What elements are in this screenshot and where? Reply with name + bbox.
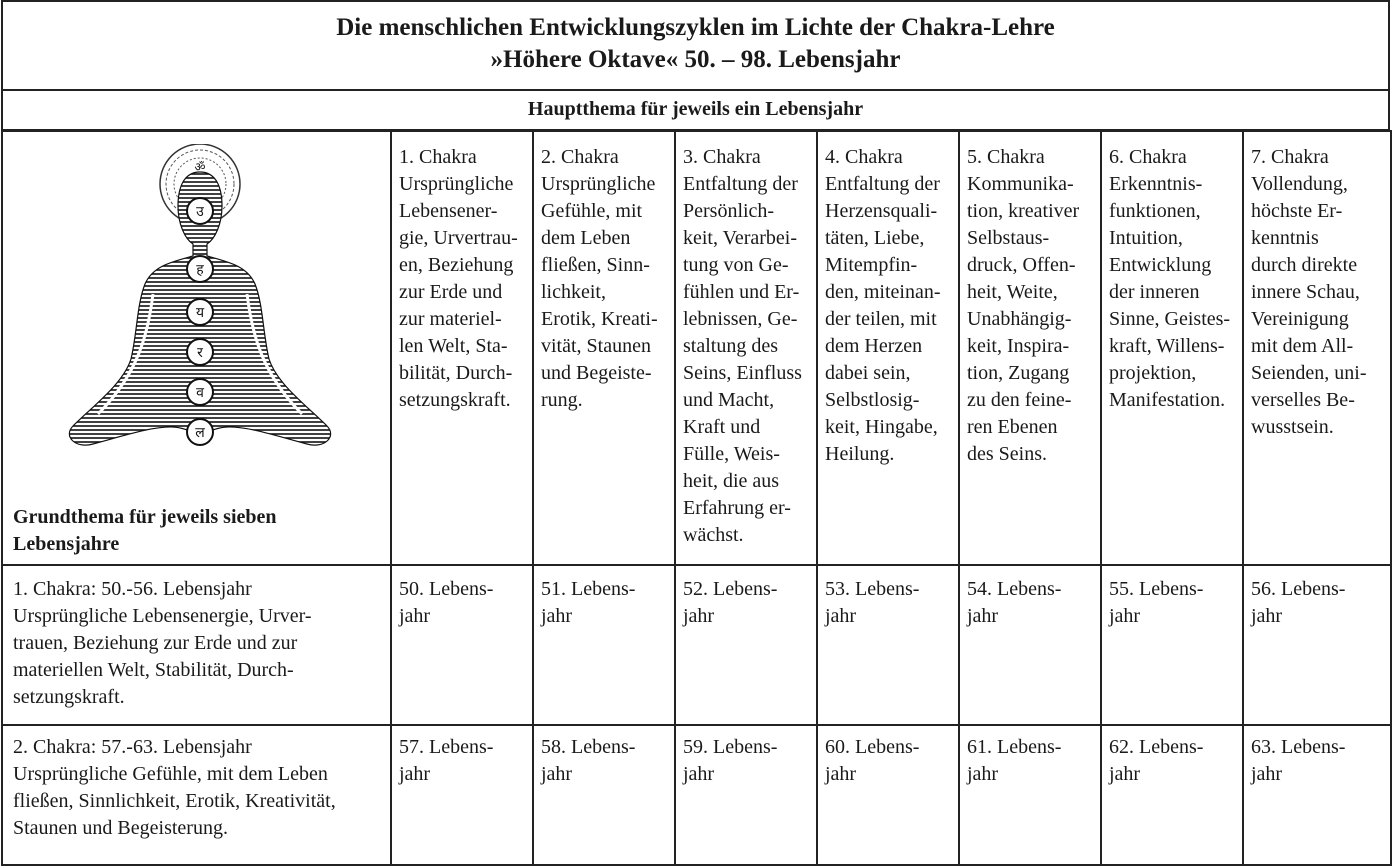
chakra-table: [1, 130, 1392, 866]
column-header-chakra-3: 3. Chakra Entfaltung der Persönlich- keit, Verarbei- tung von Ge- fühlen und Er- lebnissen, Ge- staltung des Seins, Einfluss und Macht, Kraft und Fülle, Weis- heit, die aus Erfahrung er- wächst.: [675, 131, 817, 565]
chakra-7-symbol: ॐ: [194, 160, 206, 174]
row-label-chakra-1: 1. Chakra: 50.-56. Lebensjahr Ursprüngliche Lebensenergie, Urver- trauen, Beziehung zur Erde und zur materiellen Welt, Stabilität, Durch- setzungskraft.: [2, 565, 391, 725]
column-header-chakra-1: 1. Chakra Ursprüngliche Lebensener- gie, Urvertrau- en, Beziehung zur Erde und zur materiel- len Welt, Sta- bilität, Durch- setzungskraft.: [391, 131, 533, 565]
year-cell: 58. Lebens- jahr: [533, 725, 675, 865]
title-box: [1, 0, 1390, 91]
year-cell: 59. Lebens- jahr: [675, 725, 817, 865]
year-cell: 63. Lebens- jahr: [1243, 725, 1391, 865]
year-cell: 55. Lebens- jahr: [1101, 565, 1243, 725]
chakra-4-symbol: य: [195, 305, 205, 321]
year-cell: 60. Lebens- jahr: [817, 725, 959, 865]
meditating-figure-icon: [53, 144, 343, 464]
year-cell: 61. Lebens- jahr: [959, 725, 1101, 865]
year-cell: 51. Lebens- jahr: [533, 565, 675, 725]
title-line-2: »Höhere Oktave« 50. – 98. Lebensjahr: [490, 46, 901, 73]
chakra-1-symbol: ल: [195, 425, 205, 441]
column-header-chakra-6: 6. Chakra Erkenntnis- funktionen, Intuition, Entwicklung der inneren Sinne, Geistes- kraft, Willens- projektion, Manifestation.: [1101, 131, 1243, 565]
year-cell: 52. Lebens- jahr: [675, 565, 817, 725]
year-cell: 57. Lebens- jahr: [391, 725, 533, 865]
title-line-1: Die menschlichen Entwicklungszyklen im Lichte der Chakra-Lehre: [336, 14, 1055, 41]
column-header-chakra-2: 2. Chakra Ursprüngliche Gefühle, mit dem Leben fließen, Sinn- lichkeit, Erotik, Kreati- vität, Staunen und Begeiste- rung.: [533, 131, 675, 565]
column-header-chakra-5: 5. Chakra Kommunika- tion, kreativer Selbstaus- druck, Offen- heit, Weite, Unabhängig- keit, Inspira- tion, Zugang zu den feine- ren Ebenen des Seins.: [959, 131, 1101, 565]
year-cell: 56. Lebens- jahr: [1243, 565, 1391, 725]
subheader: Hauptthema für jeweils ein Lebensjahr: [1, 90, 1390, 131]
column-header-chakra-7: 7. Chakra Vollendung, höchste Er- kenntnis durch direkte innere Schau, Vereinigung mit dem All- Seienden, uni- verselles Be- wusstsein.: [1243, 131, 1391, 565]
column-header-chakra-4: 4. Chakra Entfaltung der Herzensquali- täten, Liebe, Mitempfin- den, miteinan- der teilen, mit dem Herzen dabei sein, Selbstlosig- keit, Hingabe, Heilung.: [817, 131, 959, 565]
table-row: [2, 725, 1391, 865]
year-cell: 53. Lebens- jahr: [817, 565, 959, 725]
row-label-chakra-2: 2. Chakra: 57.-63. Lebensjahr Ursprüngliche Gefühle, mit dem Leben fließen, Sinnlichkeit, Erotik, Kreativität, Staunen und Begeisterung.: [2, 725, 391, 865]
corner-label: Grundthema für jeweils sieben Lebensjahre: [13, 506, 277, 555]
chakra-6-symbol: उ: [196, 204, 204, 220]
year-cell: 50. Lebens- jahr: [391, 565, 533, 725]
year-cell: 62. Lebens- jahr: [1101, 725, 1243, 865]
header-row: [2, 131, 1391, 565]
table-row: [2, 565, 1391, 725]
chakra-5-symbol: ह: [196, 262, 204, 278]
year-cell: 54. Lebens- jahr: [959, 565, 1101, 725]
chakra-2-symbol: व: [196, 385, 204, 401]
corner-cell: [2, 131, 391, 565]
chakra-3-symbol: र: [197, 345, 203, 361]
